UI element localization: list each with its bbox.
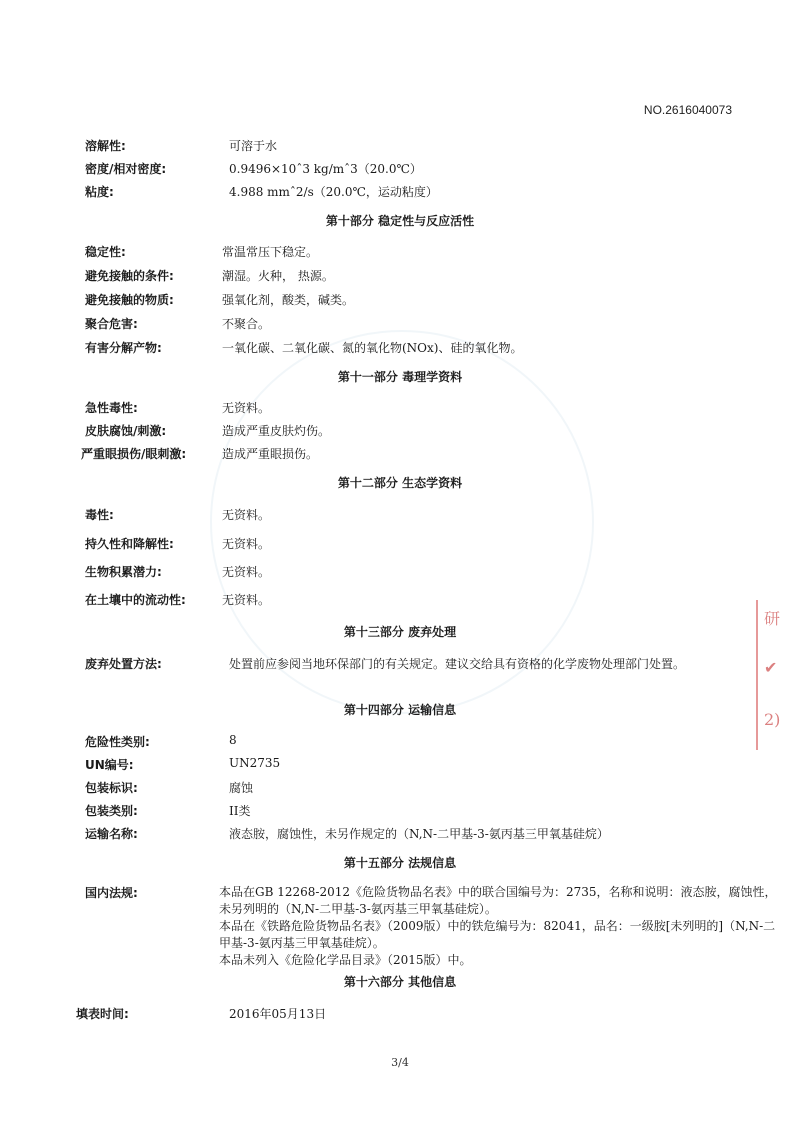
field-value: 处置前应参阅当地环保部门的有关规定。建议交给具有资格的化学废物处理部门处置。	[229, 657, 686, 671]
page-number: 3/4	[391, 1056, 409, 1069]
field-value: 0.9496×10ˆ3 kg/mˆ3（20.0℃）	[229, 162, 422, 176]
section-title-13: 第十三部分 废弃处理	[343, 625, 457, 639]
field-value: 造成严重眼损伤。	[222, 447, 319, 461]
field-label: 避免接触的物质:	[85, 293, 174, 307]
regulations-text	[219, 884, 784, 969]
field-value: 可溶于水	[229, 139, 278, 153]
field-label: 有害分解产物:	[85, 341, 162, 355]
field-value: II类	[229, 804, 251, 818]
section-title-11: 第十一部分 毒理学资料	[337, 370, 463, 384]
field-label: 避免接触的条件:	[85, 269, 174, 283]
field-label: 运输名称:	[85, 827, 138, 841]
field-label: 在土壤中的流动性:	[85, 593, 186, 607]
stamp-char: 2)	[764, 710, 781, 729]
field-label: 持久性和降解性:	[85, 537, 174, 551]
field-value: 强氧化剂，酸类，碱类。	[222, 293, 355, 307]
field-label: 聚合危害:	[85, 317, 138, 331]
field-value: 常温常压下稳定。	[222, 245, 319, 259]
document-number: NO.2616040073	[643, 103, 732, 117]
field-value: UN2735	[229, 756, 281, 770]
field-label: 毒性:	[85, 508, 114, 522]
field-label: 危险性类别:	[85, 735, 150, 749]
field-label: 国内法规:	[85, 886, 138, 900]
section-title-15: 第十五部分 法规信息	[343, 856, 457, 870]
field-value: 无资料。	[222, 401, 271, 415]
field-value: 4.988 mmˆ2/s（20.0℃，运动粘度）	[229, 185, 438, 199]
field-value: 潮湿。火种， 热源。	[222, 269, 334, 283]
stamp-char: 研	[764, 609, 781, 628]
field-value: 无资料。	[222, 565, 271, 579]
field-value: 无资料。	[222, 508, 271, 522]
section-title-14: 第十四部分 运输信息	[343, 703, 457, 717]
field-label: 生物积累潜力:	[85, 565, 162, 579]
field-label: 密度/相对密度:	[85, 162, 167, 176]
field-value: 2016年05月13日	[229, 1007, 327, 1021]
field-value: 不聚合。	[222, 317, 271, 331]
field-label: 皮肤腐蚀/刺激:	[85, 424, 167, 438]
field-label: 急性毒性:	[85, 401, 138, 415]
field-value: 无资料。	[222, 593, 271, 607]
field-label: 稳定性:	[85, 245, 126, 259]
field-value: 腐蚀	[229, 781, 254, 795]
field-label: 包装类别:	[85, 804, 138, 818]
field-label: 填表时间:	[76, 1007, 129, 1021]
section-title-16: 第十六部分 其他信息	[343, 975, 457, 989]
field-value: 造成严重皮肤灼伤。	[222, 424, 331, 438]
field-label: 溶解性:	[85, 139, 126, 153]
regulation-line: 本品在《铁路危险货物品名表》（2009版）中的铁危编号为：82041，品名：一级胺[未列明的]（N,N-二甲基-3-氨丙基三甲氧基硅烷）。	[219, 919, 776, 950]
field-label: 严重眼损伤/眼刺激:	[81, 447, 187, 461]
field-value: 8	[229, 733, 237, 747]
field-label: UN编号:	[85, 758, 134, 772]
stamp-char: ✔	[764, 658, 778, 677]
field-value: 液态胺，腐蚀性，未另作规定的（N,N-二甲基-3-氨丙基三甲氧基硅烷）	[229, 827, 609, 841]
field-label: 废弃处置方法:	[85, 657, 162, 671]
red-stamp	[756, 600, 794, 750]
regulation-line: 本品在GB 12268-2012《危险货物品名表》中的联合国编号为：2735，名称和说明：液态胺，腐蚀性，未另列明的（N,N-二甲基-3-氨丙基三甲氧基硅烷）。	[219, 885, 777, 916]
field-label: 包装标识:	[85, 781, 138, 795]
section-title-10: 第十部分 稳定性与反应活性	[325, 214, 475, 228]
regulation-line: 本品未列入《危险化学品目录》（2015版）中。	[219, 953, 472, 967]
section-title-12: 第十二部分 生态学资料	[337, 476, 463, 490]
field-value: 无资料。	[222, 537, 271, 551]
field-value: 一氧化碳、二氧化碳、氮的氧化物(NOx)、硅的氧化物。	[222, 341, 523, 355]
field-label: 粘度:	[85, 185, 114, 199]
